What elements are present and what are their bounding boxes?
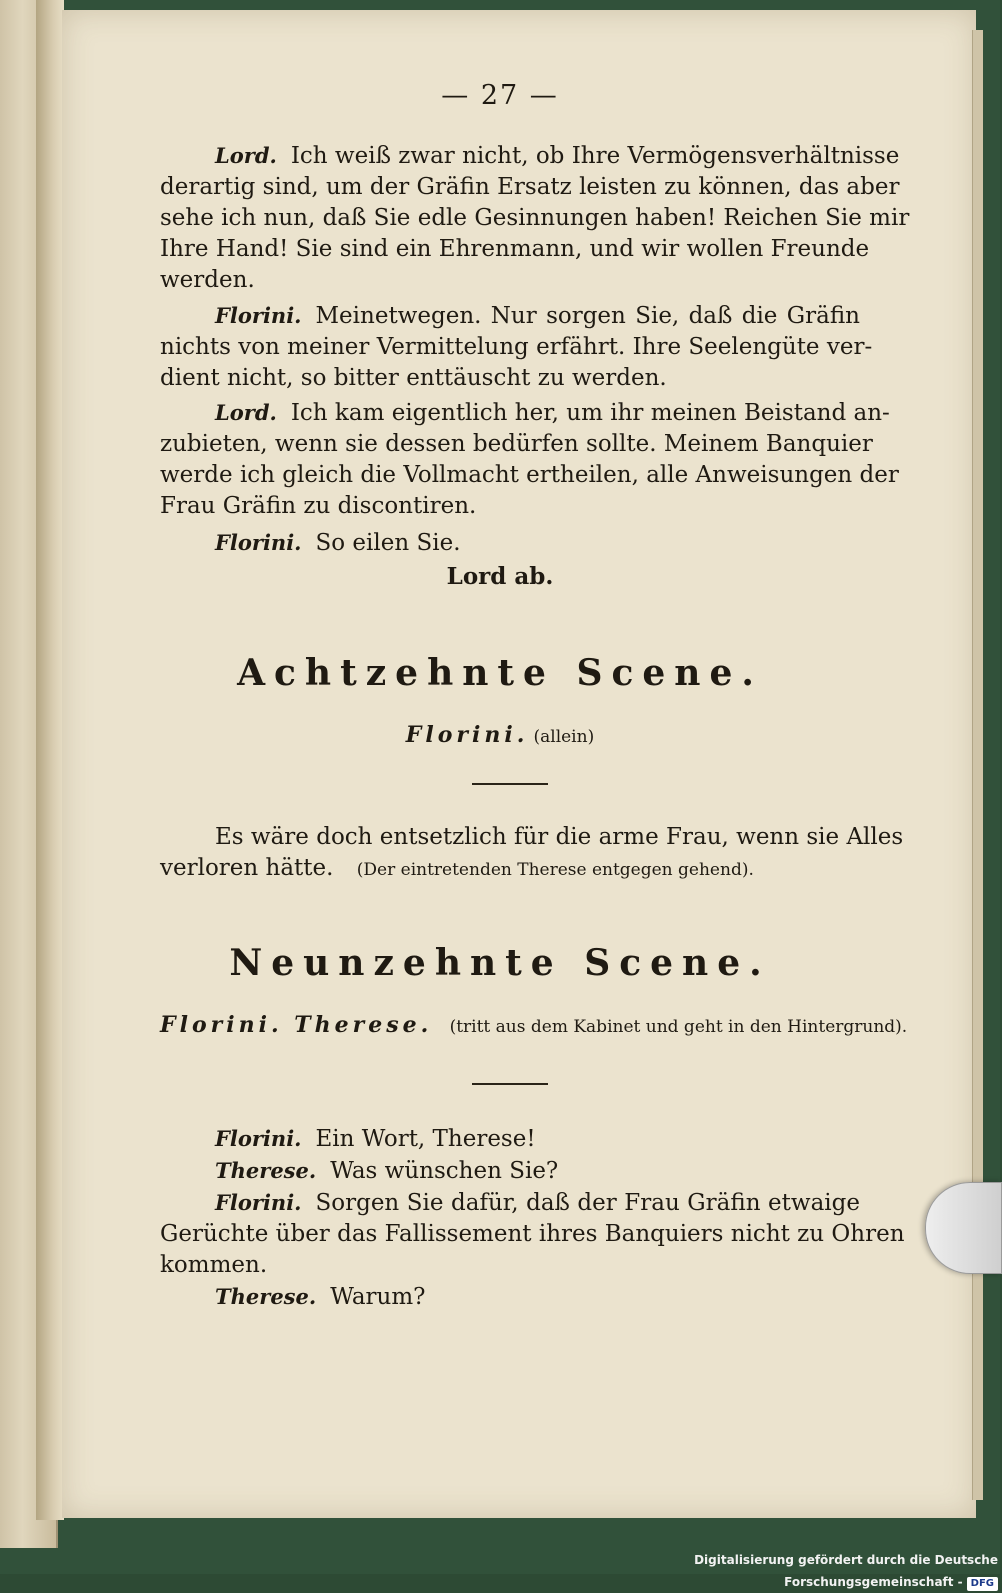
book-gutter xyxy=(36,0,64,1520)
speech-florini-1 xyxy=(160,300,873,394)
page-number: — 27 — xyxy=(441,80,559,111)
text-line: Frau Gräfin zu discontiren. xyxy=(160,493,477,519)
stage-direction-exit: Lord ab. xyxy=(446,563,554,590)
text-line xyxy=(160,1010,908,1043)
text-line: Es wäre doch entsetzlich für die arme Frau, wenn sie Alles xyxy=(215,824,904,850)
stage-direction: (tritt aus dem Kabinet und geht in den Hintergrund). xyxy=(449,1017,908,1037)
speech-lord-1 xyxy=(160,140,910,296)
text-line: Lord. Ich weiß zwar nicht, ob Ihre Vermögensverhältnisse xyxy=(215,143,900,169)
speech-lord-2 xyxy=(160,397,899,522)
text-line: Florini. Sorgen Sie dafür, daß der Frau Gräfin etwaige xyxy=(215,1190,860,1216)
scene-18-cast xyxy=(0,722,1000,748)
speech-florini-2 xyxy=(160,527,860,559)
speech-florini-3 xyxy=(160,822,904,886)
speaker-label: Florini. xyxy=(215,1190,302,1215)
footer-credit xyxy=(600,1549,998,1589)
scene-19-cast xyxy=(160,1010,908,1043)
text-line: Florini. Meinetwegen. Nur sorgen Sie, daß die Gräfin xyxy=(215,303,860,329)
scene-18-title: Achtzehnte Scene. xyxy=(237,652,763,694)
text-line: dient nicht, so bitter enttäuscht zu werden. xyxy=(160,365,667,391)
text-line: derartig sind, um der Gräfin Ersatz leisten zu können, das aber xyxy=(160,174,900,200)
stage-direction: (allein) xyxy=(533,727,595,747)
text-line: nichts von meiner Vermittelung erfährt. Ihre Seelengüte ver- xyxy=(160,334,873,360)
speaker-label: Florini. xyxy=(215,303,302,328)
speaker-label: Lord. xyxy=(215,400,277,425)
speaker-label: Lord. xyxy=(215,143,277,168)
dfg-logo: DFG xyxy=(967,1577,998,1591)
footer-text: Digitalisierung gefördert durch die Deutsche Forschungsgemeinschaft - xyxy=(694,1553,998,1589)
speaker-label: Florini. xyxy=(215,1126,302,1151)
section-rule xyxy=(472,1083,548,1085)
stage-direction: (Der eintretenden Therese entgegen gehend). xyxy=(356,860,754,880)
speaker-label: Florini. xyxy=(215,530,302,555)
text-line: werde ich gleich die Vollmacht ertheilen, alle Anweisungen der xyxy=(160,462,899,488)
character-names: Florini. Therese. xyxy=(160,1012,433,1038)
section-rule xyxy=(472,783,548,785)
text-line: Therese. Warum? xyxy=(215,1284,426,1310)
page-edge xyxy=(972,30,983,1500)
text-line: kommen. xyxy=(160,1252,268,1278)
text-line: Therese. Was wünschen Sie? xyxy=(215,1158,559,1184)
scene-19-dialogue xyxy=(160,1123,905,1313)
character-name: Florini. xyxy=(405,722,529,748)
text-line: werden. xyxy=(160,267,255,293)
text-line: sehe ich nun, daß Sie edle Gesinnungen haben! Reichen Sie mir xyxy=(160,205,910,231)
text-line: Florini. Ein Wort, Therese! xyxy=(215,1126,536,1152)
text-line: Ihre Hand! Sie sind ein Ehrenmann, und wir wollen Freunde xyxy=(160,236,870,262)
text-line: zubieten, wenn sie dessen bedürfen sollte. Meinem Banquier xyxy=(160,431,873,457)
text-line: Lord. Ich kam eigentlich her, um ihr meinen Beistand an- xyxy=(215,400,890,426)
scene-19-title: Neunzehnte Scene. xyxy=(229,942,771,984)
text-line: Gerüchte über das Fallissement ihres Banquiers nicht zu Ohren xyxy=(160,1221,905,1247)
speaker-label: Therese. xyxy=(215,1158,317,1183)
speaker-label: Therese. xyxy=(215,1284,317,1309)
text-line: Florini. So eilen Sie. xyxy=(215,530,461,556)
text-line: verloren hätte. (Der eintretenden Therese entgegen gehend). xyxy=(160,855,754,881)
